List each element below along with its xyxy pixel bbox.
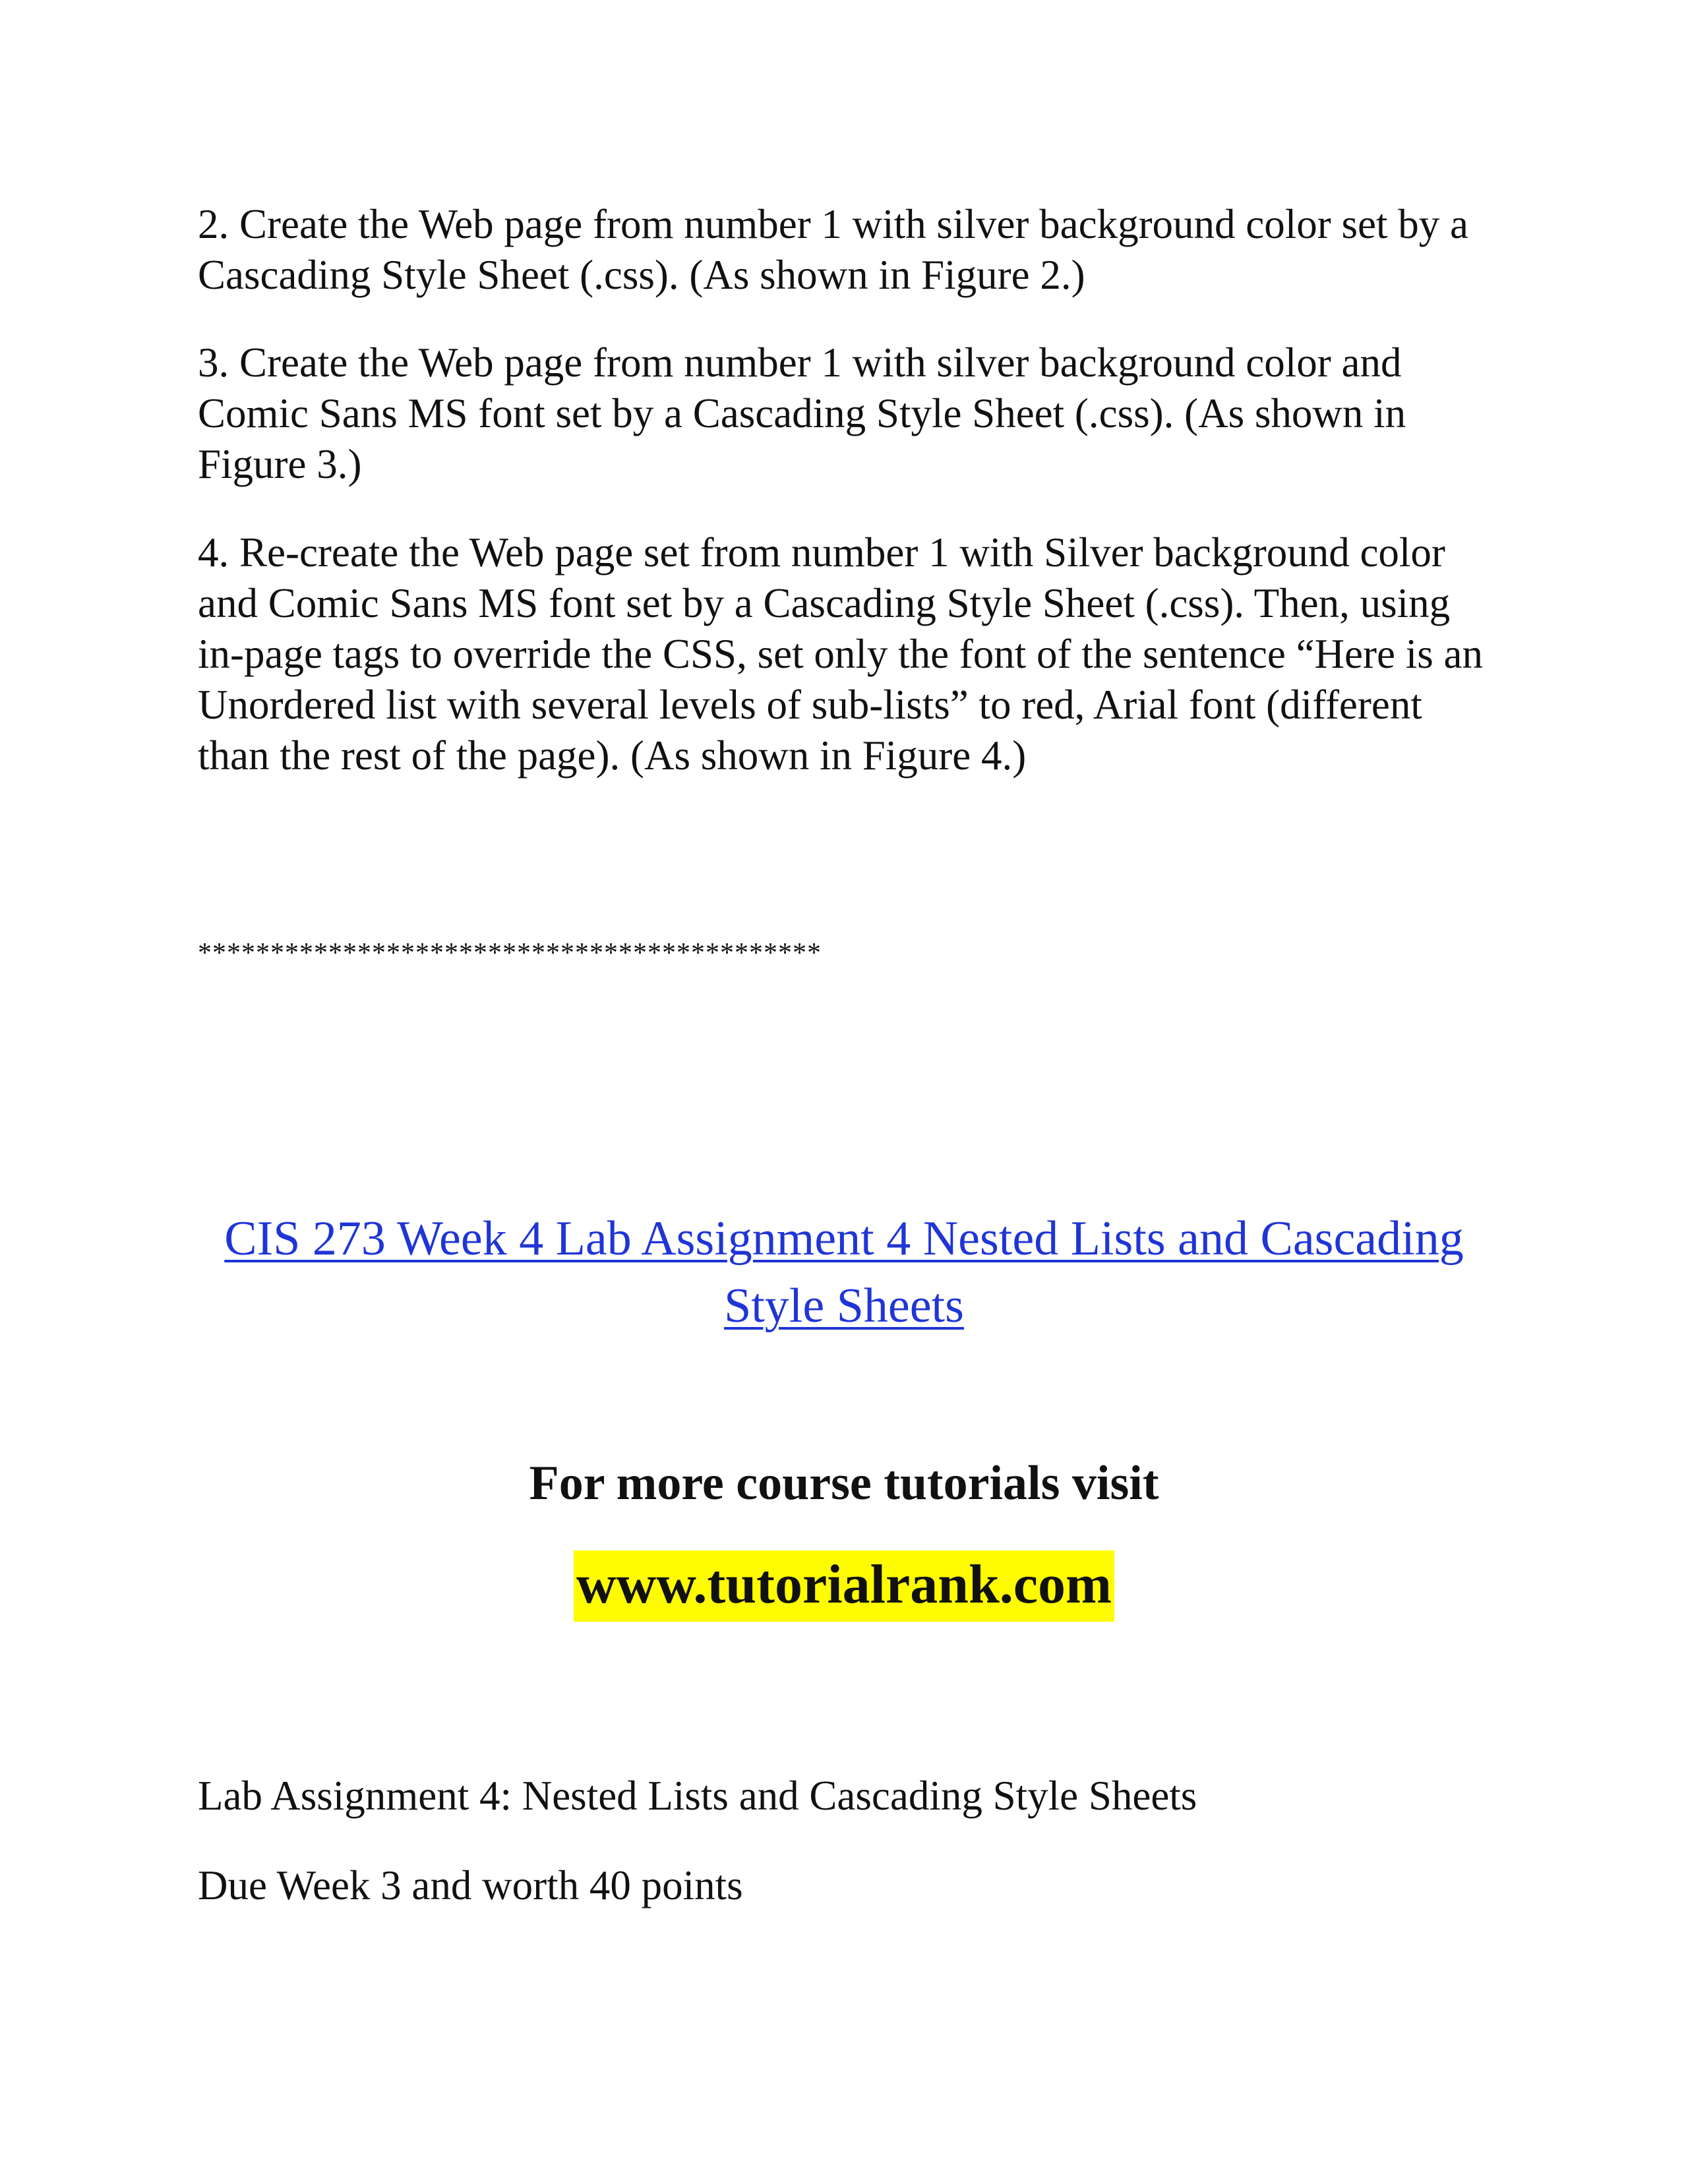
instruction-item-3: 3. Create the Web page from number 1 with silver background color and Comic Sans MS font set by a Cascading Style Sheet (.css). (As shown in Figure 3.) (198, 339, 1406, 487)
instruction-item-2: 2. Create the Web page from number 1 with silver background color set by a Cascading Style Sheet (.css). (As shown in Figure 2.) (198, 201, 1468, 298)
course-title-link[interactable]: CIS 273 Week 4 Lab Assignment 4 Nested Lists and Cascading Style Sheets (224, 1212, 1464, 1333)
lab-due-line: Due Week 3 and worth 40 points (198, 1862, 743, 1908)
promo-site-wrapper (0, 1550, 1688, 1622)
asterisk-separator: ******************************************* (198, 938, 822, 968)
lab-title: Lab Assignment 4: Nested Lists and Cascading Style Sheets (198, 1773, 1197, 1819)
promo-heading: For more course tutorials visit (529, 1456, 1159, 1510)
instruction-item-4: 4. Re-create the Web page set from number 1 with Silver background color and Comic Sans MS font set by a Cascading Style Sheet (.css). Then, using in-page tags to override the CSS, set only the font of the sentence “Here is an Unordered list with several levels of sub-lists” to red, Arial font (different than the rest of the page). (As shown in Figure 4.) (198, 529, 1483, 779)
promo-site-url[interactable]: www.tutorialrank.com (574, 1550, 1114, 1622)
